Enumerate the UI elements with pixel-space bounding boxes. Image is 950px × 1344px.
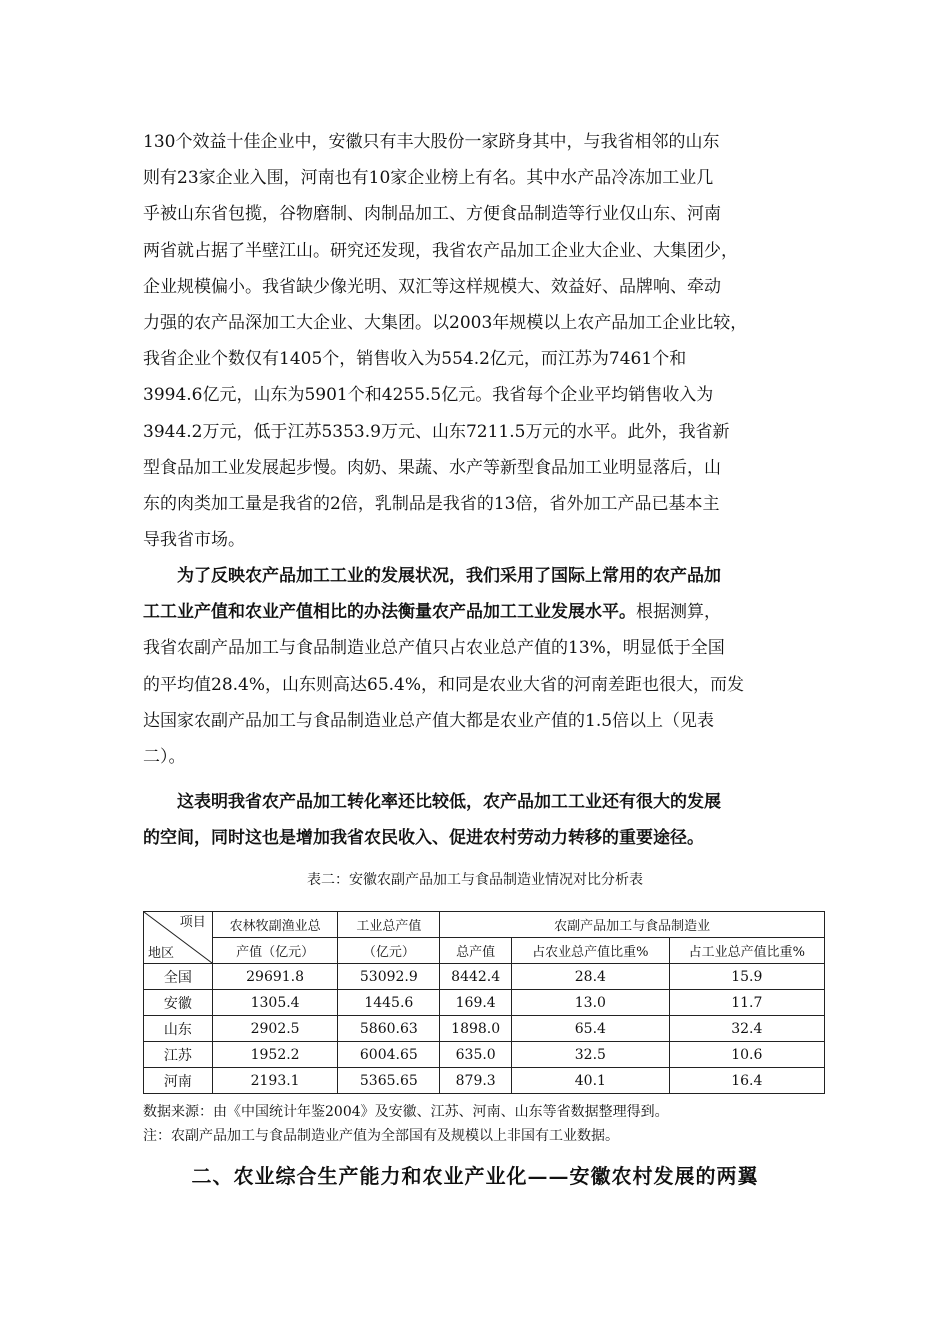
header-agri-output-unit: 产值（亿元）	[212, 938, 338, 964]
cell-total: 169.4	[440, 990, 512, 1016]
comparison-table	[143, 911, 825, 1094]
data-source-note: 数据来源：由《中国统计年鉴2004》及安徽、江苏、河南、山东等省数据整理得到。	[143, 1104, 669, 1120]
text-line: 我省企业个数仅有1405个，销售收入为554.2亿元，而江苏为7461个和	[143, 349, 687, 370]
cell-industry-ratio: 16.4	[669, 1068, 824, 1094]
text-line: 东的肉类加工量是我省的2倍，乳制品是我省的13倍，省外加工产品已基本主	[143, 493, 720, 514]
cell-industry-ratio: 15.9	[669, 964, 824, 990]
table-subheader-row	[144, 938, 825, 964]
cell-industry: 5365.65	[338, 1068, 440, 1094]
bold-text: 工工业产值和农业产值相比的办法衡量农产品加工工业发展水平。	[143, 602, 636, 623]
text-line: 型食品加工业发展起步慢。肉奶、果蔬、水产等新型食品加工业明显落后，山	[143, 457, 721, 478]
table-row	[144, 1016, 825, 1042]
bold-text-line: 为了反映农产品加工工业的发展状况，我们采用了国际上常用的农产品加	[177, 566, 721, 586]
text-line: 则有23家企业入围，河南也有10家企业榜上有名。其中水产品冷冻加工业几	[143, 168, 714, 189]
table-row	[144, 964, 825, 990]
cell-industry: 6004.65	[338, 1042, 440, 1068]
cell-industry-ratio: 11.7	[669, 990, 824, 1016]
cell-total: 879.3	[440, 1068, 512, 1094]
table-row	[144, 1068, 825, 1094]
table-row	[144, 1042, 825, 1068]
cell-agri: 1305.4	[212, 990, 338, 1016]
text-line: 二）。	[143, 746, 186, 767]
cell-industry-ratio: 32.4	[669, 1016, 824, 1042]
cell-industry: 53092.9	[338, 964, 440, 990]
cell-industry-ratio: 10.6	[669, 1042, 824, 1068]
cell-agri-ratio: 28.4	[512, 964, 669, 990]
table-row	[144, 990, 825, 1016]
cell-region: 全国	[144, 964, 213, 990]
header-processing-group: 农副产品加工与食品制造业	[440, 912, 825, 938]
text-line	[143, 594, 807, 630]
text-line: 两省就占据了半壁江山。研究还发现，我省农产品加工企业大企业、大集团少，	[143, 240, 738, 261]
section-heading: 二、农业综合生产能力和农业产业化——安徽农村发展的两翼	[191, 1164, 759, 1188]
text-line: 3944.2万元，低于江苏5353.9万元、山东7211.5万元的水平。此外，我省新	[143, 421, 730, 442]
cell-agri: 1952.2	[212, 1042, 338, 1068]
text-line: 力强的农产品深加工大企业、大集团。以2003年规模以上农产品加工企业比较，	[143, 312, 748, 333]
text-line: 我省农副产品加工与食品制造业总产值只占农业总产值的13%，明显低于全国	[143, 638, 725, 659]
paragraph-measurement-method	[143, 558, 807, 775]
bold-text-line: 的空间，同时这也是增加我省农民收入、促进农村劳动力转移的重要途径。	[143, 828, 704, 849]
text-fragment: 根据测算，	[636, 602, 721, 623]
paragraph-conclusion	[143, 784, 807, 856]
cell-total: 635.0	[440, 1042, 512, 1068]
cell-industry: 5860.63	[338, 1016, 440, 1042]
header-agri-output: 农林牧副渔业总	[212, 912, 338, 938]
cell-total: 8442.4	[440, 964, 512, 990]
text-line: 达国家农副产品加工与食品制造业总产值大都是农业产值的1.5倍以上（见表	[143, 710, 715, 731]
text-line: 3994.6亿元，山东为5901个和4255.5亿元。我省每个企业平均销售收入为	[143, 385, 714, 406]
table-header-row	[144, 912, 825, 938]
header-industry-output: 工业总产值	[338, 912, 440, 938]
cell-agri-ratio: 40.1	[512, 1068, 669, 1094]
header-industry-ratio: 占工业总产值比重%	[669, 938, 824, 964]
text-line: 导我省市场。	[143, 530, 245, 551]
text-line: 的平均值28.4%，山东则高达65.4%，和同是农业大省的河南差距也很大，而发	[143, 674, 745, 695]
cell-agri-ratio: 13.0	[512, 990, 669, 1016]
text-line: 企业规模偏小。我省缺少像光明、双汇等这样规模大、效益好、品牌响、牵动	[143, 276, 721, 297]
header-industry-output-unit: （亿元）	[338, 938, 440, 964]
cell-agri-ratio: 32.5	[512, 1042, 669, 1068]
table-caption: 表二：安徽农副产品加工与食品制造业情况对比分析表	[307, 872, 643, 888]
table-footnote: 注：农副产品加工与食品制造业产值为全部国有及规模以上非国有工业数据。	[143, 1128, 619, 1144]
cell-agri: 2902.5	[212, 1016, 338, 1042]
cell-region: 安徽	[144, 990, 213, 1016]
cell-agri-ratio: 65.4	[512, 1016, 669, 1042]
corner-label-region: 地区	[148, 946, 175, 961]
cell-region: 山东	[144, 1016, 213, 1042]
text-line: 130个效益十佳企业中，安徽只有丰大股份一家跻身其中，与我省相邻的山东	[143, 132, 720, 152]
cell-region: 江苏	[144, 1042, 213, 1068]
cell-industry: 1445.6	[338, 990, 440, 1016]
bold-text-line: 这表明我省农产品加工转化率还比较低，农产品加工工业还有很大的发展	[177, 792, 721, 812]
cell-agri: 2193.1	[212, 1068, 338, 1094]
corner-label-item: 项目	[179, 915, 206, 930]
header-agri-ratio: 占农业总产值比重%	[512, 938, 669, 964]
cell-region: 河南	[144, 1068, 213, 1094]
cell-total: 1898.0	[440, 1016, 512, 1042]
diagonal-header-cell	[144, 912, 213, 964]
header-total-output: 总产值	[440, 938, 512, 964]
paragraph-processing-enterprises	[143, 124, 807, 558]
text-line: 乎被山东省包揽，谷物磨制、肉制品加工、方便食品制造等行业仅山东、河南	[143, 204, 721, 225]
cell-agri: 29691.8	[212, 964, 338, 990]
